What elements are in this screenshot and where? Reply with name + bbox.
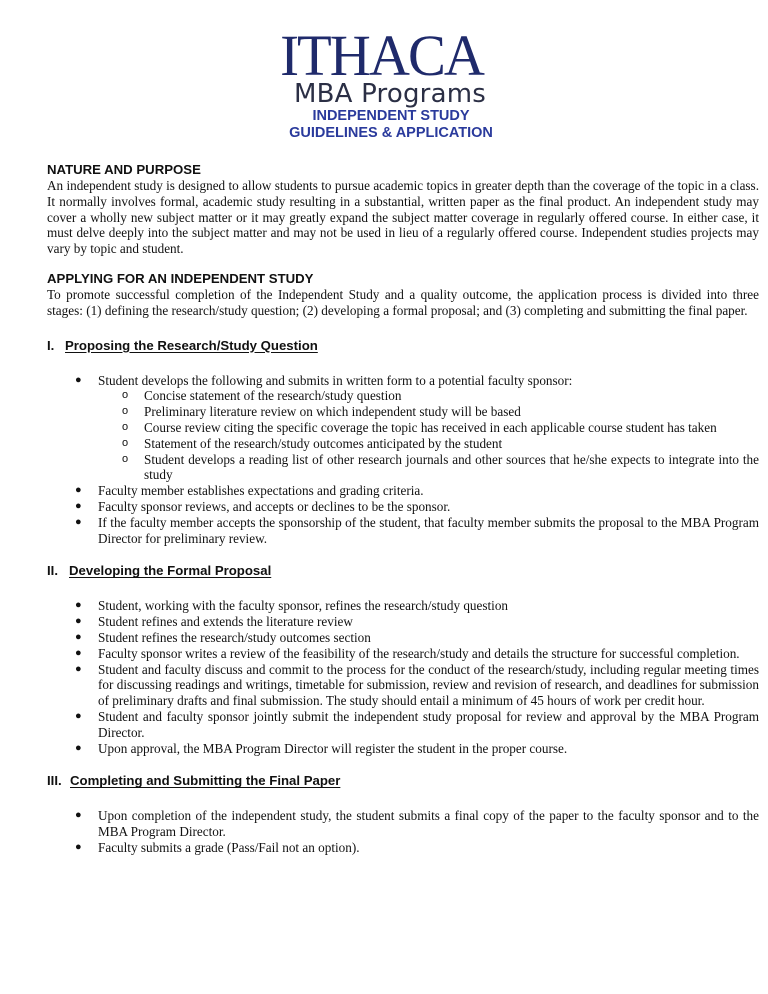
bullet-icon: ● bbox=[75, 646, 82, 659]
list-item bbox=[47, 598, 759, 614]
sub-list-item-text: Concise statement of the research/study question bbox=[144, 388, 402, 404]
list-item bbox=[47, 808, 759, 840]
bullet-icon: ● bbox=[75, 630, 82, 643]
section-completing bbox=[47, 773, 759, 855]
section-proposing bbox=[47, 338, 759, 547]
list-item bbox=[47, 483, 759, 499]
section-numeral: III. bbox=[47, 773, 62, 789]
list-item-text: Student refines and extends the literature review bbox=[98, 614, 353, 630]
bullet-icon: ● bbox=[75, 615, 82, 628]
bullet-icon: ● bbox=[75, 499, 82, 512]
list-item bbox=[47, 515, 759, 547]
applying-section bbox=[47, 271, 759, 319]
section-title-text: Proposing the Research/Study Question bbox=[65, 337, 318, 353]
section-heading: APPLYING FOR AN INDEPENDENT STUDY bbox=[47, 270, 314, 286]
list-item bbox=[47, 741, 759, 757]
section-numeral: II. bbox=[47, 563, 58, 579]
section-developing bbox=[47, 563, 759, 756]
section-heading: NATURE AND PURPOSE bbox=[47, 162, 201, 177]
list-item bbox=[47, 373, 759, 484]
document-title-line1: INDEPENDENT STUDY bbox=[312, 108, 470, 124]
bullet-list bbox=[47, 373, 759, 547]
list-item-text: Student develops the following and submits in written form to a potential faculty sponsor: bbox=[98, 372, 573, 388]
section-title bbox=[47, 563, 759, 579]
list-item-text: Student and faculty discuss and commit to the process for the conduct of the research/study, including regular meeting times for discussing readings and writings, timetable for submission, review and revision of research, and deadlines for submission of preliminary drafts and final submission. The study should entail a minimum of 45 hours of work per credit hour. bbox=[98, 661, 759, 709]
section-title bbox=[47, 338, 759, 354]
list-item-text: Faculty sponsor reviews, and accepts or declines to be the sponsor. bbox=[98, 498, 451, 514]
sub-list-item-text: Preliminary literature review on which independent study will be based bbox=[144, 404, 521, 420]
sub-list-item bbox=[98, 436, 759, 452]
section-paragraph: To promote successful completion of the Independent Study and a quality outcome, the application process is divided into three stages: (1) defining the research/study question; (2) developing a formal proposal; and (3) completing and submitting the final paper. bbox=[47, 286, 759, 318]
bullet-icon: ● bbox=[75, 709, 82, 722]
hollow-bullet-icon: o bbox=[122, 420, 129, 433]
list-item-text: Faculty member establishes expectations and grading criteria. bbox=[98, 483, 424, 499]
list-item bbox=[47, 662, 759, 709]
list-item bbox=[47, 614, 759, 630]
section-title-text: Developing the Formal Proposal bbox=[69, 563, 272, 579]
bullet-icon: ● bbox=[75, 373, 82, 386]
hollow-bullet-icon: o bbox=[122, 452, 129, 465]
list-item-text: Student, working with the faculty sponsor, refines the research/study question bbox=[98, 598, 509, 614]
section-title bbox=[47, 773, 759, 789]
list-item-text: Student and faculty sponsor jointly submit the independent study proposal for review and approval by the MBA Program Director. bbox=[98, 708, 759, 740]
header bbox=[0, 23, 768, 142]
bullet-icon: ● bbox=[75, 809, 82, 822]
bullet-list bbox=[47, 598, 759, 756]
document-title-line2: GUIDELINES & APPLICATION bbox=[289, 125, 493, 141]
list-item bbox=[47, 630, 759, 646]
list-item-text: Faculty submits a grade (Pass/Fail not an option). bbox=[98, 839, 360, 855]
list-item bbox=[47, 840, 759, 856]
section-title-text: Completing and Submitting the Final Paper bbox=[70, 773, 341, 789]
list-item bbox=[47, 709, 759, 741]
sub-list-item-text: Statement of the research/study outcomes anticipated by the student bbox=[144, 435, 503, 451]
bullet-list bbox=[47, 808, 759, 855]
list-item-text: Student refines the research/study outcomes section bbox=[98, 629, 371, 645]
list-item bbox=[47, 499, 759, 515]
list-item-text: If the faculty member accepts the sponsorship of the student, that faculty member submits the proposal to the MBA Program Director for preliminary review. bbox=[98, 514, 759, 546]
bullet-icon: ● bbox=[75, 662, 82, 675]
section-paragraph: An independent study is designed to allow students to pursue academic topics in greater depth than the coverage of the topic in a class. It normally involves formal, academic study resulting in a substantial, written paper as the final product. An independent study may cover a wholly new subject matter or it may greatly expand the subject matter coverage in regularly offered course. In either case, it must delve deeply into the subject matter and may not be used in lieu of a regularly offered course. Independent studies projects may vary by topic and student. bbox=[47, 178, 759, 257]
bullet-icon: ● bbox=[75, 515, 82, 528]
list-item-text: Upon completion of the independent study, the student submits a final copy of the paper to the faculty sponsor and to the MBA Program Director. bbox=[98, 808, 759, 840]
list-item-text: Upon approval, the MBA Program Director will register the student in the proper course. bbox=[98, 740, 568, 756]
document-body bbox=[47, 162, 759, 870]
list-item bbox=[47, 646, 759, 662]
bullet-icon: ● bbox=[75, 741, 82, 754]
sub-list-item-text: Student develops a reading list of other research journals and other sources that he/she expects to integrate into the study bbox=[144, 451, 759, 483]
sub-list-item bbox=[98, 404, 759, 420]
nature-and-purpose-section bbox=[47, 162, 759, 257]
mba-programs-logo-text: MBA Programs bbox=[294, 79, 486, 109]
bullet-icon: ● bbox=[75, 484, 82, 497]
sub-list-item bbox=[98, 452, 759, 484]
ithaca-logo: ITHACA bbox=[280, 23, 484, 88]
sub-list-item bbox=[98, 388, 759, 404]
bullet-icon: ● bbox=[75, 599, 82, 612]
list-item-text: Faculty sponsor writes a review of the feasibility of the research/study and details the structure for successful completion. bbox=[98, 645, 740, 661]
sub-bullet-list bbox=[98, 388, 759, 483]
document-title bbox=[14, 108, 768, 142]
sub-list-item-text: Course review citing the specific coverage the topic has received in each applicable course student has taken bbox=[144, 419, 717, 435]
hollow-bullet-icon: o bbox=[122, 389, 129, 402]
hollow-bullet-icon: o bbox=[122, 436, 129, 449]
sub-list-item bbox=[98, 420, 759, 436]
section-numeral: I. bbox=[47, 337, 55, 353]
hollow-bullet-icon: o bbox=[122, 405, 129, 418]
bullet-icon: ● bbox=[75, 840, 82, 853]
